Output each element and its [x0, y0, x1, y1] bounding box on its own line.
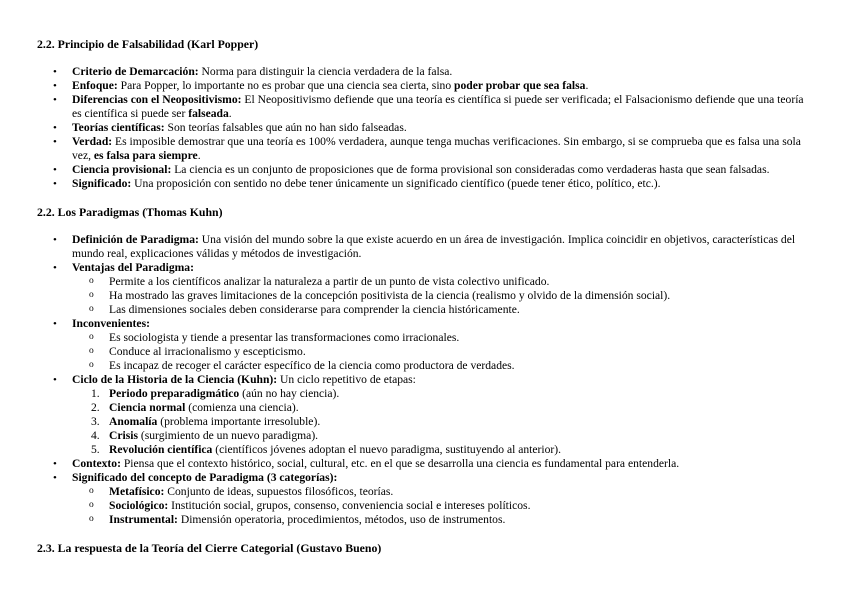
step-item: 1. Periodo preparadigmático (aún no hay ciencia). [91, 387, 340, 400]
list-item-definicion: • Definición de Paradigma: Una visión del mundo sobre la que existe acuerdo en un área de investigación. Implica coincidir en objetivos, características del mundo real, explicaciones válidas y métodos de investigación. [72, 233, 808, 261]
sublist-item: o Las dimensiones sociales deben considerarse para comprender la ciencia históricamente. [109, 303, 808, 317]
kuhn-list [37, 233, 808, 527]
sublist-item: o Metafísico: Conjunto de ideas, supuestos filosóficos, teorías. [109, 485, 808, 499]
list-item: • Ciencia provisional: La ciencia es un conjunto de proposiciones que de forma provisional son consideradas como verdaderas hasta que sean falsadas. [72, 163, 808, 177]
step-item: 2. Ciencia normal (comienza una ciencia). [91, 401, 299, 414]
list-item-ciclo: • Ciclo de la Historia de la Ciencia (Kuhn): Un ciclo repetitivo de etapas: 1. Periodo preparadigmático (aún no hay ciencia). 2. Ciencia normal (comienza una ciencia). 3. Anomalía (problema importante irresoluble). 4. Crisis (surgimiento de un nuevo paradigma). 5. Revolución científica (científicos jóvenes adoptan el nuevo paradigma, sustituyendo al anterior). [72, 373, 808, 457]
ciclo-steps [72, 387, 808, 457]
section-heading-kuhn: 2.2. Los Paradigmas (Thomas Kuhn) [37, 205, 223, 219]
step-item: 3. Anomalía (problema importante irresoluble). [91, 415, 321, 428]
list-item-contexto: • Contexto: Piensa que el contexto histórico, social, cultural, etc. en el que se desarrolla una ciencia es fundamental para entenderla. [72, 457, 808, 471]
inconvenientes-sublist [72, 331, 808, 373]
list-item: • Significado: Una proposición con sentido no debe tener únicamente un significado científico (puede tener ético, político, etc.). [72, 177, 808, 191]
sublist-item: o Sociológico: Institución social, grupos, consenso, conveniencia social e intereses políticos. [109, 499, 808, 513]
sublist-item: o Ha mostrado las graves limitaciones de la concepción positivista de la ciencia (realismo y olvido de la dimensión social). [109, 289, 808, 303]
section-heading-bueno: 2.3. La respuesta de la Teoría del Cierre Categorial (Gustavo Bueno) [37, 541, 382, 555]
sublist-item: o Es sociologista y tiende a presentar las transformaciones como irracionales. [109, 331, 808, 345]
sublist-item: o Es incapaz de recoger el carácter específico de la ciencia como productora de verdades. [109, 359, 808, 373]
list-item-ventajas: • Ventajas del Paradigma: o Permite a los científicos analizar la naturaleza a partir de un punto de vista colectivo unificado. o Ha mostrado las graves limitaciones de la concepción positivista de la ciencia (realismo y olvido de la dimensión social). o Las dimensiones sociales deben considerarse para comprender la ciencia históricamente. [72, 261, 808, 317]
step-item: 4. Crisis (surgimiento de un nuevo paradigma). [91, 429, 319, 442]
popper-list [37, 65, 808, 191]
ventajas-sublist [72, 275, 808, 317]
list-item: • Criterio de Demarcación: Norma para distinguir la ciencia verdadera de la falsa. [72, 65, 808, 79]
list-item: • Enfoque: Para Popper, lo importante no es probar que una ciencia sea cierta, sino poder probar que sea falsa. [72, 79, 808, 93]
list-item-inconvenientes: • Inconvenientes: o Es sociologista y tiende a presentar las transformaciones como irracionales. o Conduce al irracionalismo y escepticismo. o Es incapaz de recoger el carácter específico de la ciencia como productora de verdades. [72, 317, 808, 373]
step-item: 5. Revolución científica (científicos jóvenes adoptan el nuevo paradigma, sustituyendo al anterior). [91, 443, 562, 456]
sublist-item: o Instrumental: Dimensión operatoria, procedimientos, métodos, uso de instrumentos. [109, 513, 808, 527]
list-item: • Diferencias con el Neopositivismo: El Neopositivismo defiende que una teoría es científica si puede ser verificada; el Falsacionismo defiende que una teoría es científica si puede ser falseada. [72, 93, 808, 121]
significado-sublist [72, 485, 808, 527]
list-item: • Teorías científicas: Son teorías falsables que aún no han sido falseadas. [72, 121, 808, 135]
list-item: • Verdad: Es imposible demostrar que una teoría es 100% verdadera, aunque tenga muchas verificaciones. Sin embargo, si se comprueba que es falsa una sola vez, es falsa para siempre. [72, 135, 808, 163]
sublist-item: o Permite a los científicos analizar la naturaleza a partir de un punto de vista colectivo unificado. [109, 275, 808, 289]
section-heading-popper: 2.2. Principio de Falsabilidad (Karl Popper) [37, 37, 259, 51]
list-item-significado: • Significado del concepto de Paradigma (3 categorías): o Metafísico: Conjunto de ideas, supuestos filosóficos, teorías. o Sociológico: Institución social, grupos, consenso, conveniencia social e intereses políticos. o Instrumental: Dimensión operatoria, procedimientos, métodos, uso de instrumentos. [72, 471, 808, 527]
sublist-item: o Conduce al irracionalismo y escepticismo. [109, 345, 808, 359]
